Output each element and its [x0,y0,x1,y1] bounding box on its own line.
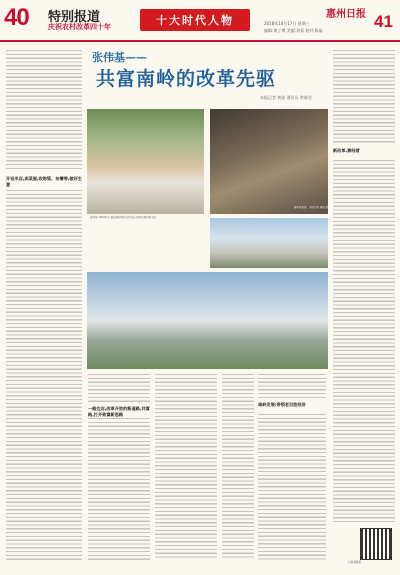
photo-caption-right: 南岭村新貌。本报记者 黄旋 摄 [293,206,328,209]
city-photo [210,218,328,268]
article-title: 共富南岭的改革先驱 [96,68,277,90]
page-number: 41 [374,12,393,31]
text-column [333,50,395,144]
text-column [258,374,326,398]
text-column [222,374,254,560]
editor-line: 编辑:黄子博 美编:刘蓉 校对:陈晶 [264,28,323,33]
text-column [6,50,82,170]
article-kicker: 张伟基—— [92,51,147,64]
subhead: 一路边店,改革开放的新道路,共富路,打开致富新思路 [88,406,150,417]
text-column [258,414,326,560]
masthead-rule [0,40,400,42]
text-column [6,190,82,560]
subhead: 新改革,善经营 [333,148,360,153]
text-column [333,160,395,522]
qr-code[interactable] [360,528,392,560]
portrait-photo [87,109,204,214]
newspaper-name: 惠州日报 [326,9,366,20]
anniversary-logo: 40 [4,4,29,31]
series-banner-text: 十大时代人物 [156,14,234,27]
exhibit-photo [210,109,328,214]
qr-label: 扫码看视频 [348,561,361,564]
article-byline: 本报记者 黄旋 通讯员 曾晓君 [260,95,312,100]
text-column [88,374,150,402]
subhead: 南岭发展:带领老百姓经济 [258,402,306,407]
section-subtitle: 庆祝农村改革四十年 [48,23,111,31]
text-column [88,418,150,560]
panorama-photo [87,272,328,369]
section-title: 特别报道 [48,10,101,25]
subhead: 开设米店,卖菜屋,收购梁、布槽等,做好生意 [6,176,82,187]
date-line: 2018年10月17日 星期三 [264,21,310,26]
photo-caption-portrait: 张伟基,1952年生,曾任南岭股份合作社长,南岭村原党委书记。 [90,216,159,219]
text-column [155,374,217,560]
